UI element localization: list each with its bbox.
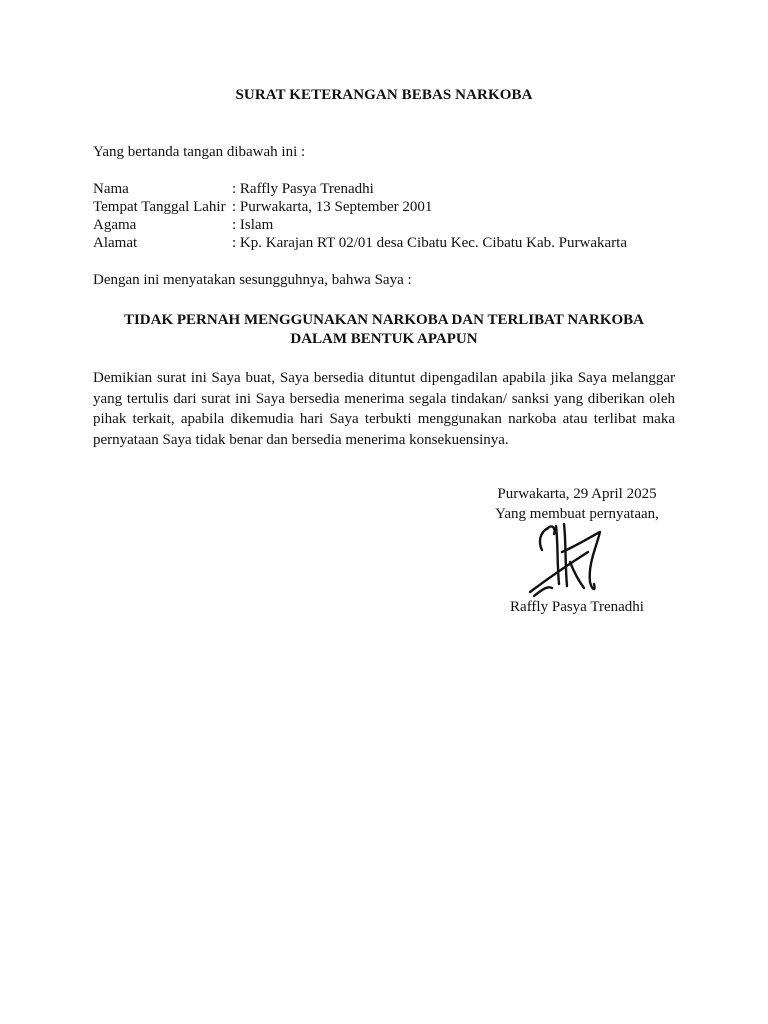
identity-row-name: [93, 180, 627, 198]
place-date: Purwakarta, 29 April 2025: [497, 486, 657, 502]
handwritten-signature: [526, 522, 606, 600]
identity-value: : Purwakarta, 13 September 2001: [232, 199, 433, 215]
statement-line: DALAM BENTUK APAPUN: [290, 331, 478, 347]
identity-value: : Islam: [232, 217, 274, 233]
body-paragraph: Demikian surat ini Saya buat, Saya bersedia dituntut dipengadilan apabila jika Saya melanggar yang tertulis dari surat ini Saya bersedia menerima segala tindakan/ sanksi yang diberikan oleh pihak terkait, apabila dikemudia hari Saya terbukti menggunakan narkoba atau terlibat maka pernyataan Saya tidak benar dan bersedia menerima konsekuensinya.: [93, 370, 675, 448]
identity-value: : Raffly Pasya Trenadhi: [232, 181, 374, 197]
identity-label: Agama: [93, 217, 137, 233]
identity-value: : Kp. Karajan RT 02/01 desa Cibatu Kec. Cibatu Kab. Purwakarta: [232, 235, 627, 251]
identity-label: Tempat Tanggal Lahir: [93, 199, 226, 215]
statement-line: TIDAK PERNAH MENGGUNAKAN NARKOBA DAN TERLIBAT NARKOBA: [123, 312, 645, 328]
declaration-statement: [93, 311, 675, 349]
document-title: SURAT KETERANGAN BEBAS NARKOBA: [235, 87, 533, 103]
signer-name: Raffly Pasya Trenadhi: [510, 599, 644, 615]
identity-label: Alamat: [93, 235, 138, 251]
closing-text: Yang membuat pernyataan,: [495, 506, 659, 522]
identity-table: [93, 180, 627, 252]
identity-row-birth: [93, 198, 627, 216]
identity-row-address: [93, 234, 627, 252]
signature-block: [470, 484, 684, 524]
identity-row-religion: [93, 216, 627, 234]
identity-label: Nama: [93, 181, 129, 197]
declaration-intro: Dengan ini menyatakan sesungguhnya, bahwa Saya :: [93, 272, 412, 288]
intro-text: Yang bertanda tangan dibawah ini :: [93, 144, 306, 160]
